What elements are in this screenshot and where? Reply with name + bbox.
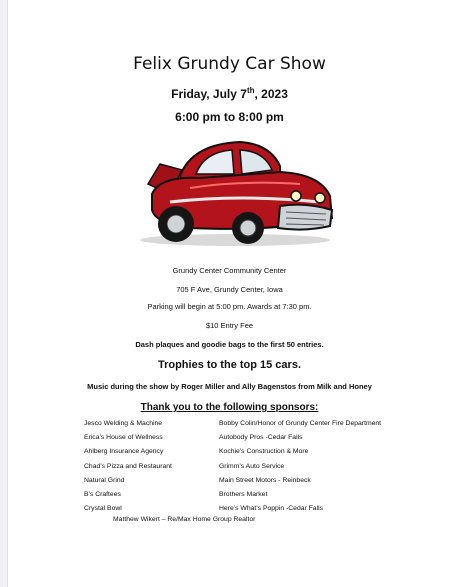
event-date [8, 86, 450, 101]
event-title: Felix Grundy Car Show [133, 54, 326, 74]
sponsor-item: Main Street Motors - Reinbeck [219, 476, 311, 484]
sponsor-item: B’s Craftees [84, 490, 121, 498]
dash-plaques-note: Dash plaques and goodie bags to the first 50 entries. [135, 340, 324, 349]
event-date-year: , 2023 [254, 87, 288, 101]
sponsor-item: Kochie’s Construction & More [219, 448, 309, 456]
sponsor-item: Here’s What’s Poppin -Cedar Falls [219, 505, 324, 513]
sponsor-item: Natural Grind [84, 476, 125, 484]
venue-name: Grundy Center Community Center [172, 266, 287, 275]
sponsor-item: Bobby Colin/Honor of Grundy Center Fire Department [219, 420, 382, 427]
venue-address: 705 F Ave, Grundy Center, Iowa [176, 285, 283, 294]
flyer-page [7, 0, 450, 587]
sponsor-item: Ahlberg Insurance Agency [84, 448, 164, 456]
sponsor-list-left [84, 417, 172, 516]
sponsor-list-right [219, 417, 381, 516]
cartoon-car-image [130, 136, 340, 248]
music-note: Music during the show by Roger Miller and Ally Bagenstos from Milk and Honey [87, 382, 372, 391]
sponsor-item: Crystal Bowl [84, 505, 122, 513]
sponsor-item-last: Matthew Wikert – Re/Max Home Group Realtor [113, 516, 256, 523]
sponsor-item: Chad’s Pizza and Restaurant [84, 462, 172, 470]
event-date-main: Friday, July 7 [171, 87, 247, 101]
sponsor-item: Jesco Welding & Machine [84, 420, 163, 427]
sponsor-item: Brothers Market [219, 490, 268, 498]
event-time: 6:00 pm to 8:00 pm [175, 110, 284, 124]
entry-fee: $10 Entry Fee [205, 321, 254, 330]
sponsors-heading: Thank you to the following sponsors: [140, 402, 319, 413]
parking-info: Parking will begin at 5:00 pm. Awards at 7:30 pm. [147, 302, 312, 311]
event-date-suffix-sup: th [246, 86, 255, 95]
sponsor-item: Autobody Pros -Cedar Falls [219, 434, 303, 442]
sponsor-item: Grimm’s Auto Service [219, 462, 285, 470]
trophies-note: Trophies to the top 15 cars. [157, 359, 302, 371]
sponsor-item: Erica’s House of Wellness [84, 434, 163, 442]
